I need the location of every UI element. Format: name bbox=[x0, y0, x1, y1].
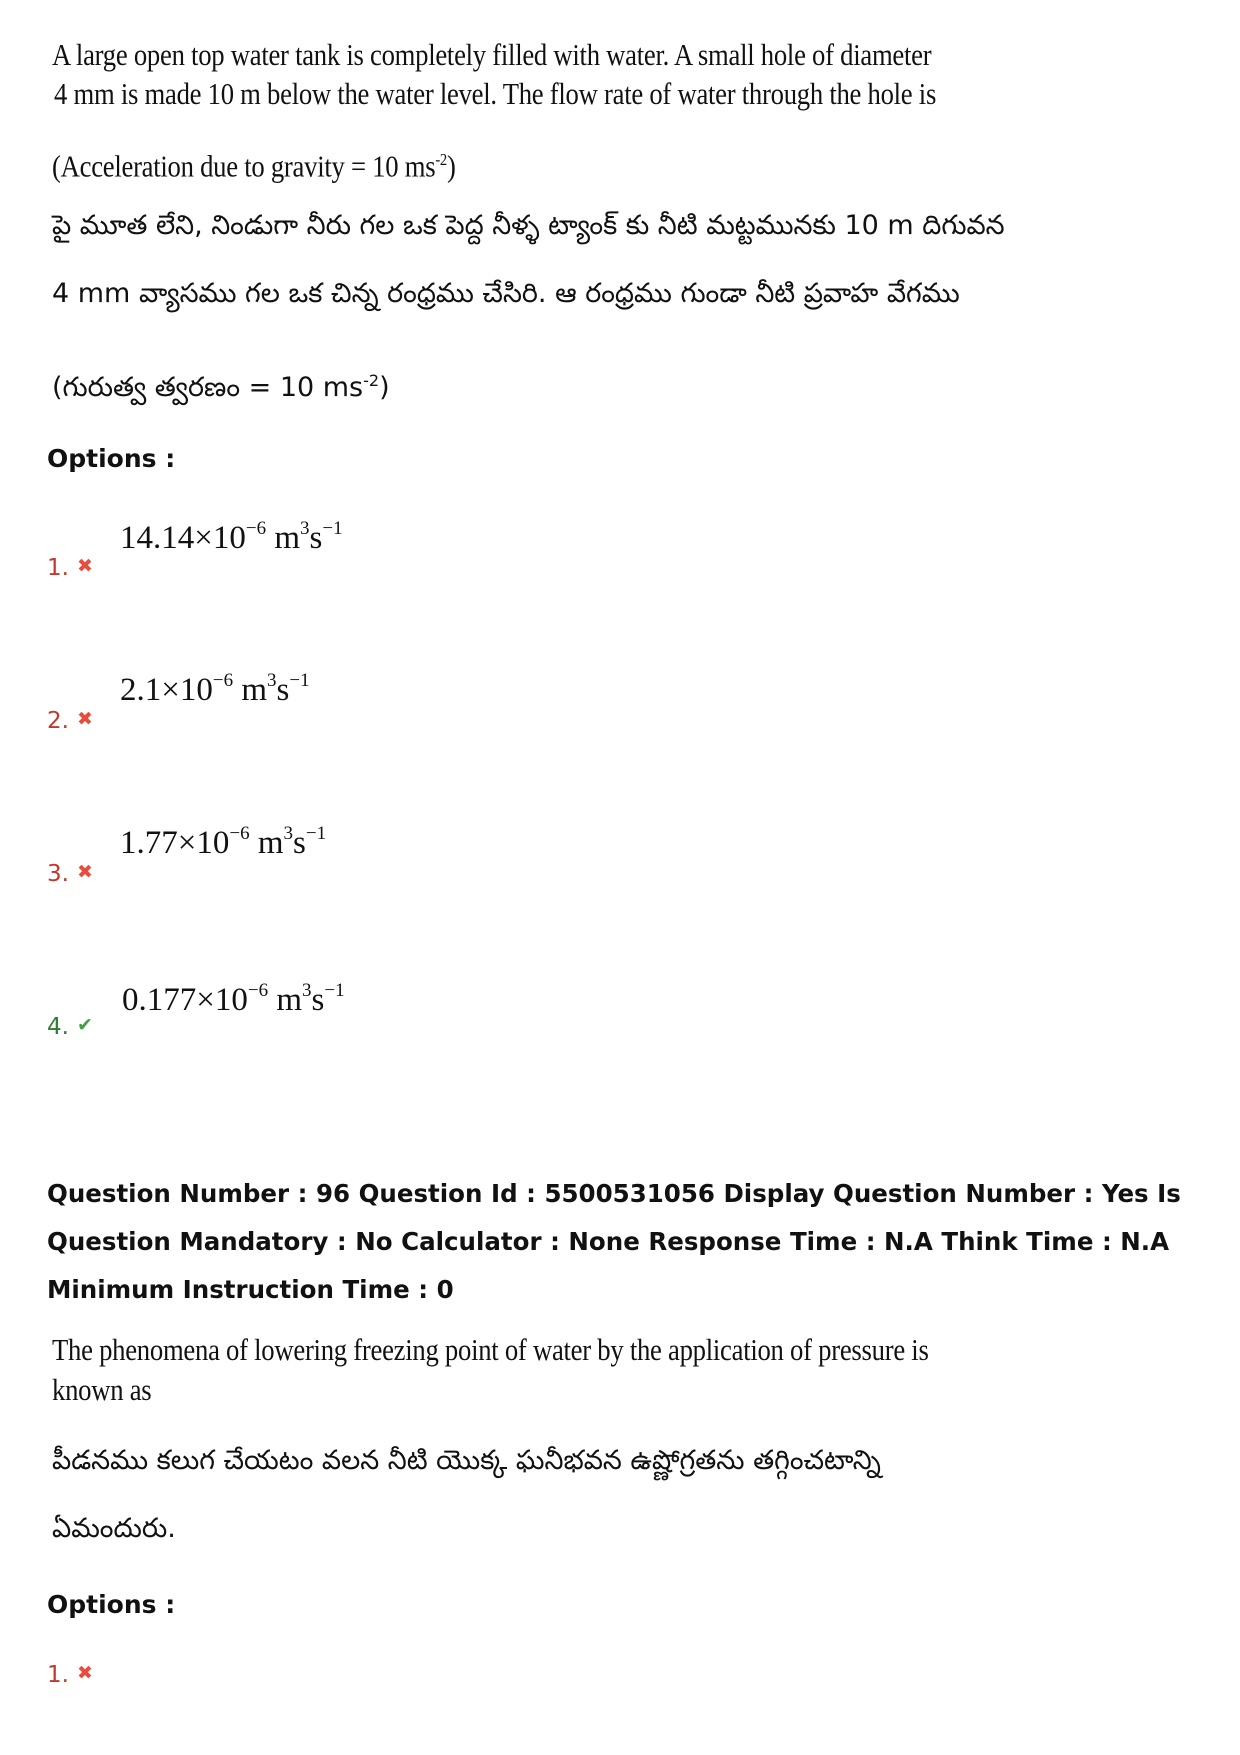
option-1-exponent: −6 bbox=[245, 518, 267, 539]
telugu-gravity-text: (గురుత్వ త్వరణం = 10 ms bbox=[52, 372, 364, 403]
option-2-unit: m bbox=[233, 672, 268, 708]
question-telugu-line2: 4 mm వ్యాసము గల ఒక చిన్న రంధ్రము చేసిరి. ఆ రంధ్రము గుండా నీటి ప్రవాహ వేగము bbox=[52, 278, 960, 309]
option-2-number bbox=[47, 708, 93, 734]
option-3-number bbox=[47, 861, 93, 887]
option-3-unit: m bbox=[249, 825, 284, 861]
question-96-metadata: Question Number : 96 Question Id : 5500531056 Display Question Number : Yes Is Question Mandatory : No Calculator : None Response Time : N.A Think Time : N.A Minimum Instruction Time : 0 bbox=[47, 1179, 1181, 1304]
option-1-unit2: s bbox=[309, 520, 323, 556]
telugu-gravity-exponent: -2 bbox=[363, 371, 380, 390]
option-4-mantissa: 0.177×10 bbox=[122, 982, 248, 1018]
option-1-label: 1. bbox=[47, 555, 69, 581]
cross-icon: ✖ bbox=[76, 1662, 93, 1684]
option-2-unit2-exponent: −1 bbox=[289, 670, 310, 691]
option-3-unit2-exponent: −1 bbox=[305, 823, 327, 844]
option-2-formula bbox=[120, 672, 310, 709]
question-telugu-gravity-note bbox=[52, 363, 390, 406]
question-96-telugu-line2: ఏమందురు. bbox=[52, 1513, 176, 1544]
option-4-unit2-exponent: −1 bbox=[324, 980, 345, 1001]
question-96-telugu-line1: పీడనము కలుగ చేయటం వలన నీటి యొక్క ఘనీభవన ఉష్ణోగ్రతను తగ్గించటాన్ని bbox=[52, 1445, 881, 1476]
question-text-line1: A large open top water tank is completely filled with water. A small hole of diameter bbox=[52, 37, 932, 72]
cross-icon: ✖ bbox=[76, 861, 93, 883]
option-2-exponent: −6 bbox=[212, 670, 234, 691]
option-2-unit2: s bbox=[276, 672, 290, 708]
option-4-unit: m bbox=[268, 982, 303, 1018]
question-text-line2: 4 mm is made 10 m below the water level. The flow rate of water through the hole is bbox=[54, 76, 937, 111]
option-2-label: 2. bbox=[47, 708, 69, 734]
option-2-unit-exponent: 3 bbox=[267, 670, 277, 691]
option-4-unit-exponent: 3 bbox=[302, 980, 312, 1001]
gravity-exponent: -2 bbox=[435, 150, 447, 169]
option-1-mantissa: 14.14×10 bbox=[120, 520, 246, 556]
option-3-unit2: s bbox=[293, 825, 306, 861]
option-1-unit2-exponent: −1 bbox=[322, 518, 343, 539]
telugu-gravity-close: ) bbox=[379, 372, 390, 403]
option-4-number bbox=[47, 1014, 93, 1040]
option-4-exponent: −6 bbox=[247, 980, 269, 1001]
question-96-option-1-label: 1. bbox=[47, 1662, 69, 1688]
option-1-unit: m bbox=[266, 520, 301, 556]
option-2-mantissa: 2.1×10 bbox=[120, 672, 213, 708]
cross-icon: ✖ bbox=[76, 708, 93, 730]
option-4-formula bbox=[122, 982, 345, 1019]
option-1-formula bbox=[120, 520, 343, 557]
option-4-label: 4. bbox=[47, 1014, 69, 1040]
option-4-unit2: s bbox=[311, 982, 325, 1018]
cross-icon: ✖ bbox=[76, 555, 93, 577]
option-1-unit-exponent: 3 bbox=[300, 518, 310, 539]
question-96-text-line1: The phenomena of lowering freezing point of water by the application of pressure is bbox=[52, 1332, 929, 1367]
option-3-mantissa: 1.77×10 bbox=[120, 825, 230, 861]
option-3-formula bbox=[120, 825, 326, 862]
question-telugu-line1: పై మూత లేని, నిండుగా నీరు గల ఒక పెద్ద నీళ్ళ ట్యాంక్ కు నీటి మట్టమునకు 10 m దిగువన bbox=[52, 210, 1005, 241]
option-3-label: 3. bbox=[47, 861, 69, 887]
options-label: Options : bbox=[47, 444, 176, 473]
option-3-unit-exponent: 3 bbox=[283, 823, 294, 844]
question-96-options-label: Options : bbox=[47, 1590, 176, 1619]
gravity-note-close: ) bbox=[446, 148, 456, 184]
gravity-note-text: (Acceleration due to gravity = 10 ms bbox=[52, 148, 436, 184]
check-icon: ✔ bbox=[76, 1014, 93, 1036]
question-gravity-note bbox=[52, 140, 456, 186]
option-1-number bbox=[47, 555, 93, 581]
question-96-option-1-number bbox=[47, 1662, 93, 1688]
question-96-text-line2: known as bbox=[52, 1372, 152, 1407]
option-3-exponent: −6 bbox=[229, 823, 250, 844]
